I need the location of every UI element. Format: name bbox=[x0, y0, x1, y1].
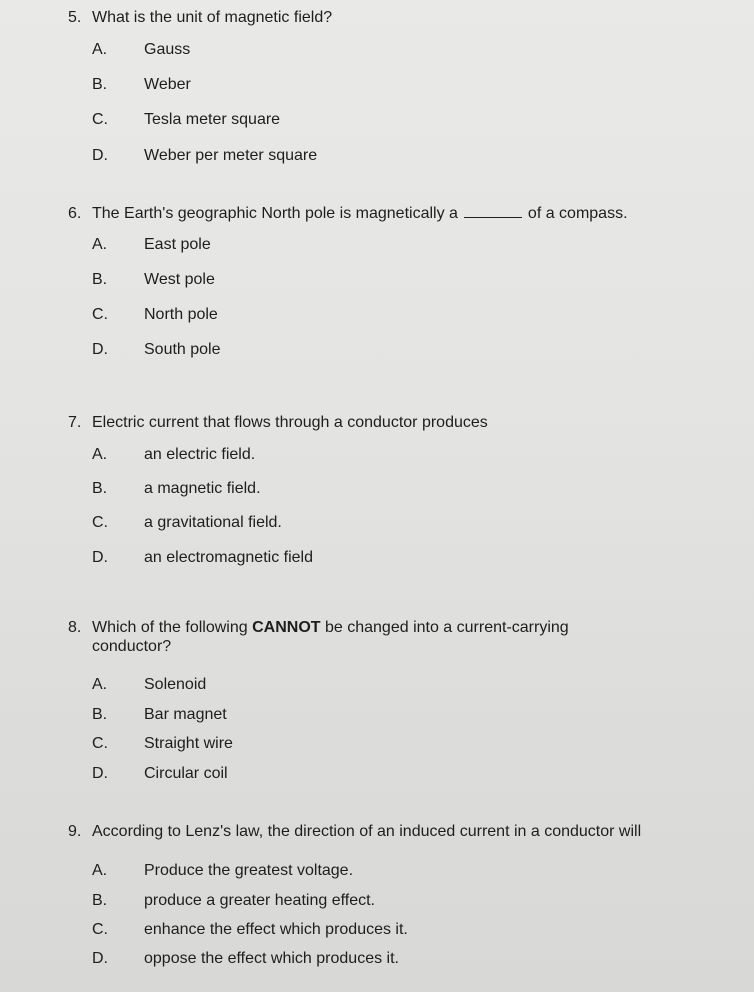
option-text: enhance the effect which produces it. bbox=[144, 921, 408, 938]
question-text-before: Which of the following bbox=[92, 619, 248, 636]
option-b bbox=[92, 705, 227, 725]
option-c bbox=[92, 920, 408, 940]
option-text: Bar magnet bbox=[144, 706, 227, 723]
option-a bbox=[92, 445, 255, 465]
question-text-after: of a compass. bbox=[527, 205, 628, 222]
option-a bbox=[92, 861, 353, 881]
question-text: Electric current that flows through a conductor produces bbox=[92, 414, 488, 431]
option-text: Solenoid bbox=[144, 676, 207, 693]
option-letter: B. bbox=[92, 706, 108, 723]
option-text: oppose the effect which produces it. bbox=[144, 950, 399, 967]
question-text-after: be changed into a current-carrying bbox=[324, 619, 569, 636]
option-b bbox=[92, 479, 261, 499]
question-stem bbox=[68, 203, 628, 224]
option-text: West pole bbox=[144, 271, 215, 288]
option-text: Produce the greatest voltage. bbox=[144, 862, 354, 879]
option-letter: D. bbox=[92, 147, 108, 164]
option-letter: B. bbox=[92, 271, 108, 288]
question-number: 8. bbox=[68, 619, 82, 636]
option-letter: A. bbox=[92, 676, 108, 693]
question-number: 6. bbox=[68, 205, 82, 222]
question-stem bbox=[68, 413, 488, 433]
option-text: Gauss bbox=[144, 41, 191, 58]
option-text: North pole bbox=[144, 306, 218, 323]
option-letter: D. bbox=[92, 950, 108, 967]
option-text: Circular coil bbox=[144, 765, 228, 782]
question-stem-line-2: conductor? bbox=[92, 638, 172, 655]
option-letter: C. bbox=[92, 514, 108, 531]
option-letter: A. bbox=[92, 236, 108, 253]
question-text: According to Lenz's law, the direction of an induced current in a conductor will bbox=[92, 823, 642, 840]
question-text: What is the unit of magnetic field? bbox=[92, 9, 333, 26]
question-text-before: The Earth's geographic North pole is magnetically a bbox=[92, 205, 458, 222]
option-text: East pole bbox=[144, 236, 211, 253]
option-text: an electromagnetic field bbox=[144, 549, 313, 566]
question-number: 7. bbox=[68, 414, 82, 431]
option-b bbox=[92, 75, 191, 95]
question-stem bbox=[68, 822, 641, 842]
question-number: 5. bbox=[68, 9, 82, 26]
option-letter: B. bbox=[92, 480, 108, 497]
option-d bbox=[92, 949, 399, 969]
option-text: a magnetic field. bbox=[144, 480, 261, 497]
option-letter: C. bbox=[92, 735, 108, 752]
option-text: Weber bbox=[144, 76, 191, 93]
question-stem bbox=[68, 8, 332, 28]
option-letter: A. bbox=[92, 862, 108, 879]
option-letter: A. bbox=[92, 446, 108, 463]
option-text: Straight wire bbox=[144, 735, 233, 752]
question-stem bbox=[68, 618, 569, 638]
option-c bbox=[92, 513, 282, 533]
option-d bbox=[92, 340, 221, 360]
option-text: Weber per meter square bbox=[144, 147, 318, 164]
answer-blank bbox=[464, 203, 522, 218]
option-letter: C. bbox=[92, 111, 108, 128]
option-text: produce a greater heating effect. bbox=[144, 892, 375, 909]
option-text: a gravitational field. bbox=[144, 514, 282, 531]
option-a bbox=[92, 40, 190, 60]
option-c bbox=[92, 305, 218, 325]
option-b bbox=[92, 891, 375, 911]
option-text: Tesla meter square bbox=[144, 111, 281, 128]
option-letter: B. bbox=[92, 892, 108, 909]
option-text: South pole bbox=[144, 341, 221, 358]
option-c bbox=[92, 734, 233, 754]
option-d bbox=[92, 764, 228, 784]
option-letter: C. bbox=[92, 921, 108, 938]
option-letter: D. bbox=[92, 549, 108, 566]
option-letter: D. bbox=[92, 341, 108, 358]
option-b bbox=[92, 270, 215, 290]
option-d bbox=[92, 146, 317, 166]
question-text-emphasis: CANNOT bbox=[252, 619, 321, 636]
option-letter: D. bbox=[92, 765, 108, 782]
option-a bbox=[92, 675, 206, 695]
question-number: 9. bbox=[68, 823, 82, 840]
option-letter: A. bbox=[92, 41, 108, 58]
option-a bbox=[92, 235, 211, 255]
option-letter: C. bbox=[92, 306, 108, 323]
option-letter: B. bbox=[92, 76, 108, 93]
option-text: an electric field. bbox=[144, 446, 256, 463]
option-c bbox=[92, 110, 280, 130]
option-d bbox=[92, 548, 313, 568]
